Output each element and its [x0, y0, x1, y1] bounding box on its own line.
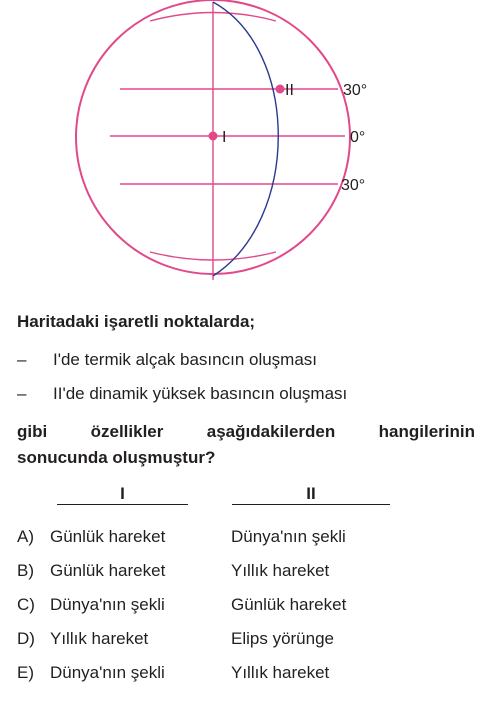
option-letter: D): [17, 629, 35, 648]
globe-map: [0, 0, 492, 300]
point-I-marker: [209, 132, 218, 141]
option-letter: A): [17, 527, 34, 546]
option-letter: E): [17, 663, 34, 682]
question-stem: Haritadaki işaretli noktalarda;: [17, 312, 256, 331]
option-col1: Dünya'nın şekli: [50, 663, 165, 682]
option-col1: Günlük hareket: [50, 527, 166, 546]
question-prompt-line2: sonucunda oluşmuştur?: [17, 448, 216, 467]
option-col1: Günlük hareket: [50, 561, 166, 580]
latitude-label-30-south: 30°: [341, 177, 366, 194]
statement-text: II'de dinamik yüksek basıncın oluşması: [53, 384, 348, 403]
column-header-II: II: [232, 484, 390, 505]
column-header-I: I: [57, 484, 188, 505]
statement-dash: –: [17, 384, 27, 403]
option-col2: Elips yörünge: [231, 629, 335, 648]
option-e[interactable]: [17, 663, 329, 683]
option-col2: Yıllık hareket: [231, 663, 330, 682]
option-b[interactable]: [17, 561, 329, 581]
statement-text: I'de termik alçak basıncın oluşması: [53, 350, 318, 369]
question-prompt-line1: gibi özellikler aşağıdakilerden hangilerinin: [17, 422, 475, 441]
statement-item: [17, 350, 317, 370]
option-col2: Dünya'nın şekli: [231, 527, 346, 546]
option-col1: Dünya'nın şekli: [50, 595, 165, 614]
option-a[interactable]: [17, 527, 346, 547]
option-d[interactable]: [17, 629, 334, 649]
latitude-label-30-north: 30°: [343, 82, 368, 99]
latitude-label-equator: 0°: [350, 129, 366, 146]
statement-dash: –: [17, 350, 27, 369]
option-c[interactable]: [17, 595, 346, 615]
point-II-marker: [276, 85, 285, 94]
option-col2: Yıllık hareket: [231, 561, 330, 580]
option-col2: Günlük hareket: [231, 595, 347, 614]
option-letter: C): [17, 595, 35, 614]
option-letter: B): [17, 561, 34, 580]
option-col1: Yıllık hareket: [50, 629, 149, 648]
point-II-label: II: [285, 82, 294, 99]
statement-item: [17, 384, 347, 404]
point-I-label: I: [222, 129, 227, 146]
